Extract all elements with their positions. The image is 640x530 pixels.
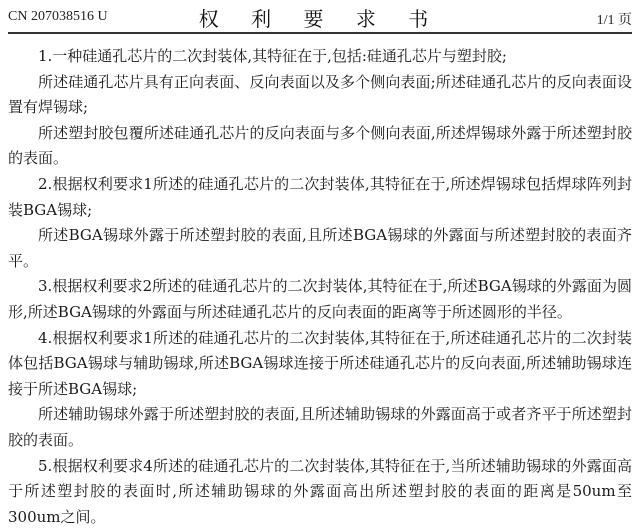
claim-2-detail-paragraph: 所述BGA锡球外露于所述塑封胶的表面,且所述BGA锡球的外露面与所述塑封胶的表面齐平。 xyxy=(8,223,632,274)
page-number: 1/1 页 xyxy=(597,9,632,29)
claim-3-paragraph: 3.根据权利要求2所述的硅通孔芯片的二次封装体,其特征在于,所述BGA锡球的外露面为圆形,所述BGA锡球的外露面与所述硅通孔芯片的反向表面的距离等于所述圆形的半径。 xyxy=(8,274,632,325)
claim-4-detail-paragraph: 所述辅助锡球外露于所述塑封胶的表面,且所述辅助锡球的外露面高于或者齐平于所述塑封胶的表面。 xyxy=(8,402,632,453)
claim-1-detail-paragraph: 所述塑封胶包覆所述硅通孔芯片的反向表面与多个侧向表面,所述焊锡球外露于所述塑封胶的表面。 xyxy=(8,121,632,172)
claim-1-paragraph: 1.一种硅通孔芯片的二次封装体,其特征在于,包括:硅通孔芯片与塑封胶; xyxy=(8,44,632,70)
claim-4-paragraph: 4.根据权利要求1所述的硅通孔芯片的二次封装体,其特征在于,所述硅通孔芯片的二次封装体包括BGA锡球与辅助锡球,所述BGA锡球连接于所述硅通孔芯片的反向表面,所述辅助锡球连接于所述BGA锡球; xyxy=(8,326,632,403)
claims-body xyxy=(8,44,632,530)
page-title: 权 利 要 求 书 xyxy=(8,3,632,32)
page-header xyxy=(8,0,632,34)
claim-5-paragraph: 5.根据权利要求4所述的硅通孔芯片的二次封装体,其特征在于,当所述辅助锡球的外露面高于所述塑封胶的表面时,所述辅助锡球的外露面高出所述塑封胶的表面的距离是50um至300um之间。 xyxy=(8,454,632,530)
claim-2-paragraph: 2.根据权利要求1所述的硅通孔芯片的二次封装体,其特征在于,所述焊锡球包括焊球阵列封装BGA锡球; xyxy=(8,172,632,223)
claim-1-detail-paragraph: 所述硅通孔芯片具有正向表面、反向表面以及多个侧向表面;所述硅通孔芯片的反向表面设置有焊锡球; xyxy=(8,70,632,121)
document-number: CN 207038516 U xyxy=(8,9,108,25)
